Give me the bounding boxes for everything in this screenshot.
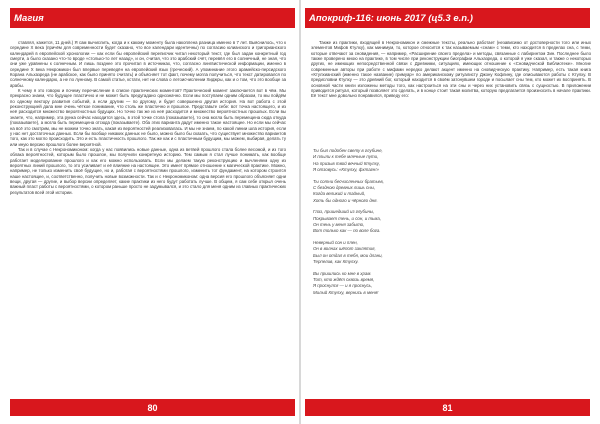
issue-title: Апокриф-116: июнь 2017 (ц5.3 e.n.)	[309, 12, 473, 24]
left-page	[0, 0, 299, 424]
right-page	[301, 0, 600, 424]
poem-line: Вот только как — по воле бога.	[313, 228, 381, 234]
poem-line: Милый Ктулху, вернись в меня!	[313, 289, 379, 295]
right-page-header	[305, 8, 590, 28]
poem-line: Ты был подобен свету в глубине,	[313, 148, 383, 153]
page-number: 80	[147, 402, 158, 413]
left-page-header	[10, 8, 295, 28]
poem-stanza	[313, 179, 583, 204]
poem-line: Покрывает тень, и сон, и тьма,	[313, 215, 381, 221]
left-page-body	[10, 40, 286, 195]
poem-line: Был он отдал в тебя, мои длани,	[313, 252, 383, 258]
left-page-footer	[10, 399, 295, 416]
paragraph: Также из практики, входящей в Некрономикон и смежные тексты, реально работает (независимо от достоверности того или иных элементов Мифов Ктулху), как минимум, то, которое относится к так называемым «снам» с теми, кто находится в пределах сна, с теми, которые отвечают за сновидения, — например, «Расширение своего предела» и методы, связанные с лабиринтом Зин. Последнее было также проверено мною на практике, в том числе при реконструкции биографии Альхазреда, о которой я уже сказал, и также о некоторых других, не имеющих непосредственной связи с Древними, ситуациях, имеющих отношение к «Сновидческой Библиотеке». Многие современные авторы при работе с мифами нередко делают акцент именно на сновидческую практику. Например, есть такая книга «Ктулхианский (именно такое название) гримуар» по американскому ритуалисту Джону Кофлину, где описываются работы с Ктулху. В предисловии Ктулху — это древний бог, который находится в своём затонувшем городе и посылает сны тем, кто может их воспринять. В основной части книги изложены методы того, как настроиться на эти сны и через них установить связь с сущностью. В приложении приводится ритуал, который позволяет это сделать, и в конце стоит такая молитва, которую предлагается произносить в начале практики. Её текст мне довольно понравился, приведу его:	[311, 40, 591, 99]
poem	[313, 148, 583, 301]
paragraph: ставлял, кажется, 11 дней.) Я сам вычислить, когда и к какому моменту была накоплена разница именно в 7 лет. Выяснилось, что к середине X века (причём для современности будет сказано, что все календари идентичны) по согласию юлианского и григорианского календарей в европейской хронологии — как если бы европейский переписчик читал некоторый текст, где был задан конкретный год смерти, а было сказано что-то вроде «столько-то лет назад», и он, считая, что это арабский счёт, перевёл его в солнечный, не зная, что они уже уравнены к солнечным. И лишь позднее это прочитал в источниках, что, согласно лингвистической информации, именно в середине X века Некромикон был впервые переведён на европейский язык (греческий). А упоминание этого арамейско-персидского Корана Альхазреда (не арабское, как было принято считать) и объясняет тот факт, почему могла получиться, что текст датировался по солнечному календарю, а не по лунному. В самой статье, кстати, нет ни слова о летоисчислении Хиджры, как и о том, что это вообще за арабы.	[10, 40, 286, 88]
poem-line: На призыв твой вечный Ктулху,	[313, 160, 380, 166]
poem-line: Глаз, пришедший из глубины,	[313, 209, 375, 215]
poem-line: Тот, кто ждёт сквозь время,	[313, 277, 375, 283]
poem-line: Я отзовусь: «Ктулху, фхтагн!»	[313, 166, 379, 172]
section-title: Магия	[14, 12, 44, 24]
poem-stanza	[313, 240, 583, 265]
poem-line: Ты сотни бесчисленных братьев,	[313, 178, 384, 184]
poem-line: Вы пришлись ко мне в храм.	[313, 270, 372, 276]
poem-line: Он тень у меня забыто,	[313, 221, 365, 227]
poem-line: И плыли к тебе млечные пути,	[313, 154, 379, 160]
poem-line: Когда великий и тайный,	[313, 191, 366, 197]
poem-stanza	[313, 271, 583, 296]
poem-line: Терпелив, как Ктулху.	[313, 258, 359, 264]
poem-stanza	[313, 148, 583, 173]
paragraph: Так и в случае с Некрономиконом: когда у нас появились новые данные, одна из ветвей прошлого стала более весомой, и из того облака вероятностей, которым было прошлое, мы получили конкретную историю. Тем самым я стал лучше понимать, как вообще работает моделирование прошлого и как его можно использовать. Если мы делаем такую реконструкцию и вычленяем одну из вероятных линий прошлого, то это усиливает и её влияние на настоящее. Это имеет прямое отношение к магической практике. Можно, например, не только изменить своё будущее, но и, работая с вероятностями прошлого, изменить тот фундамент, на котором строится наше настоящее, и, соответственно, получить новые возможности. Так и с Некрономиконом: одна версия его прошлого объясняет одни вещи, другая — другие, и выбор версии определяет, какие практики из него будут работать лучше. В общем, я сам себе открыл очень важный пласт работы с вероятностями, о котором раньше просто не задумывался, и это стало для меня одним из главных практических результатов всей этой истории.	[10, 146, 286, 195]
right-page-body	[311, 40, 591, 99]
poem-line: Он в волнах шёпот заклятия,	[313, 246, 376, 252]
poem-line: С бездною древних лишь сны,	[313, 184, 376, 190]
right-page-footer	[305, 399, 590, 416]
poem-stanza	[313, 209, 583, 234]
poem-line: Я проснулся — и я проснусь,	[313, 283, 373, 289]
paragraph: К чему я это говорю и почему перечисление в списке практических моментов? Практический момент заключается вот в чём. Мы прекрасно знаем, что будущее пластично и не может быть предугадано однозначно. Если мы поступаем одним образом, то мы пойдём по одному вектору развития событий, а если другим — по другому, и будет совершенно другая история. На вот работа с этой реконструкцией дала мне очень чёткое понимание, что столь же пластично и прошлое. Представьте себе: вот точка настоящего, и из неё расходится множество вероятностных будущих. Но точно так же из неё расходится и множество вероятностных прошлых. Если вы знаете, что, например, эта рунка сейчас находится здесь, в этой точке стола (показываете), то она могла быть перемещена сюда откуда (показываете), а могла быть перемещена отсюда (показываете). Оба этих варианта дадут именно такое настоящее. Но если мы сейчас на всё это смотрим, мы не можем точно знать, какая из вероятностей реализовалась. И мы не знаем, по какой линии шла история, если у нас нет достаточных данных. Если бы вообще никаких данных не было, можно было бы сказать, что существует множество вариантов того, как это могло происходить. Это и есть пластичность прошлого. Так же как и с пластичным будущим, мы можем, выбирая, делать ту или иную версию прошлого более вероятной.	[10, 88, 286, 147]
poem-line: Неверный сон и плен,	[313, 240, 358, 246]
page-number: 81	[442, 402, 453, 413]
poem-line: Хоть бы одного и чёрного дня.	[313, 197, 378, 203]
